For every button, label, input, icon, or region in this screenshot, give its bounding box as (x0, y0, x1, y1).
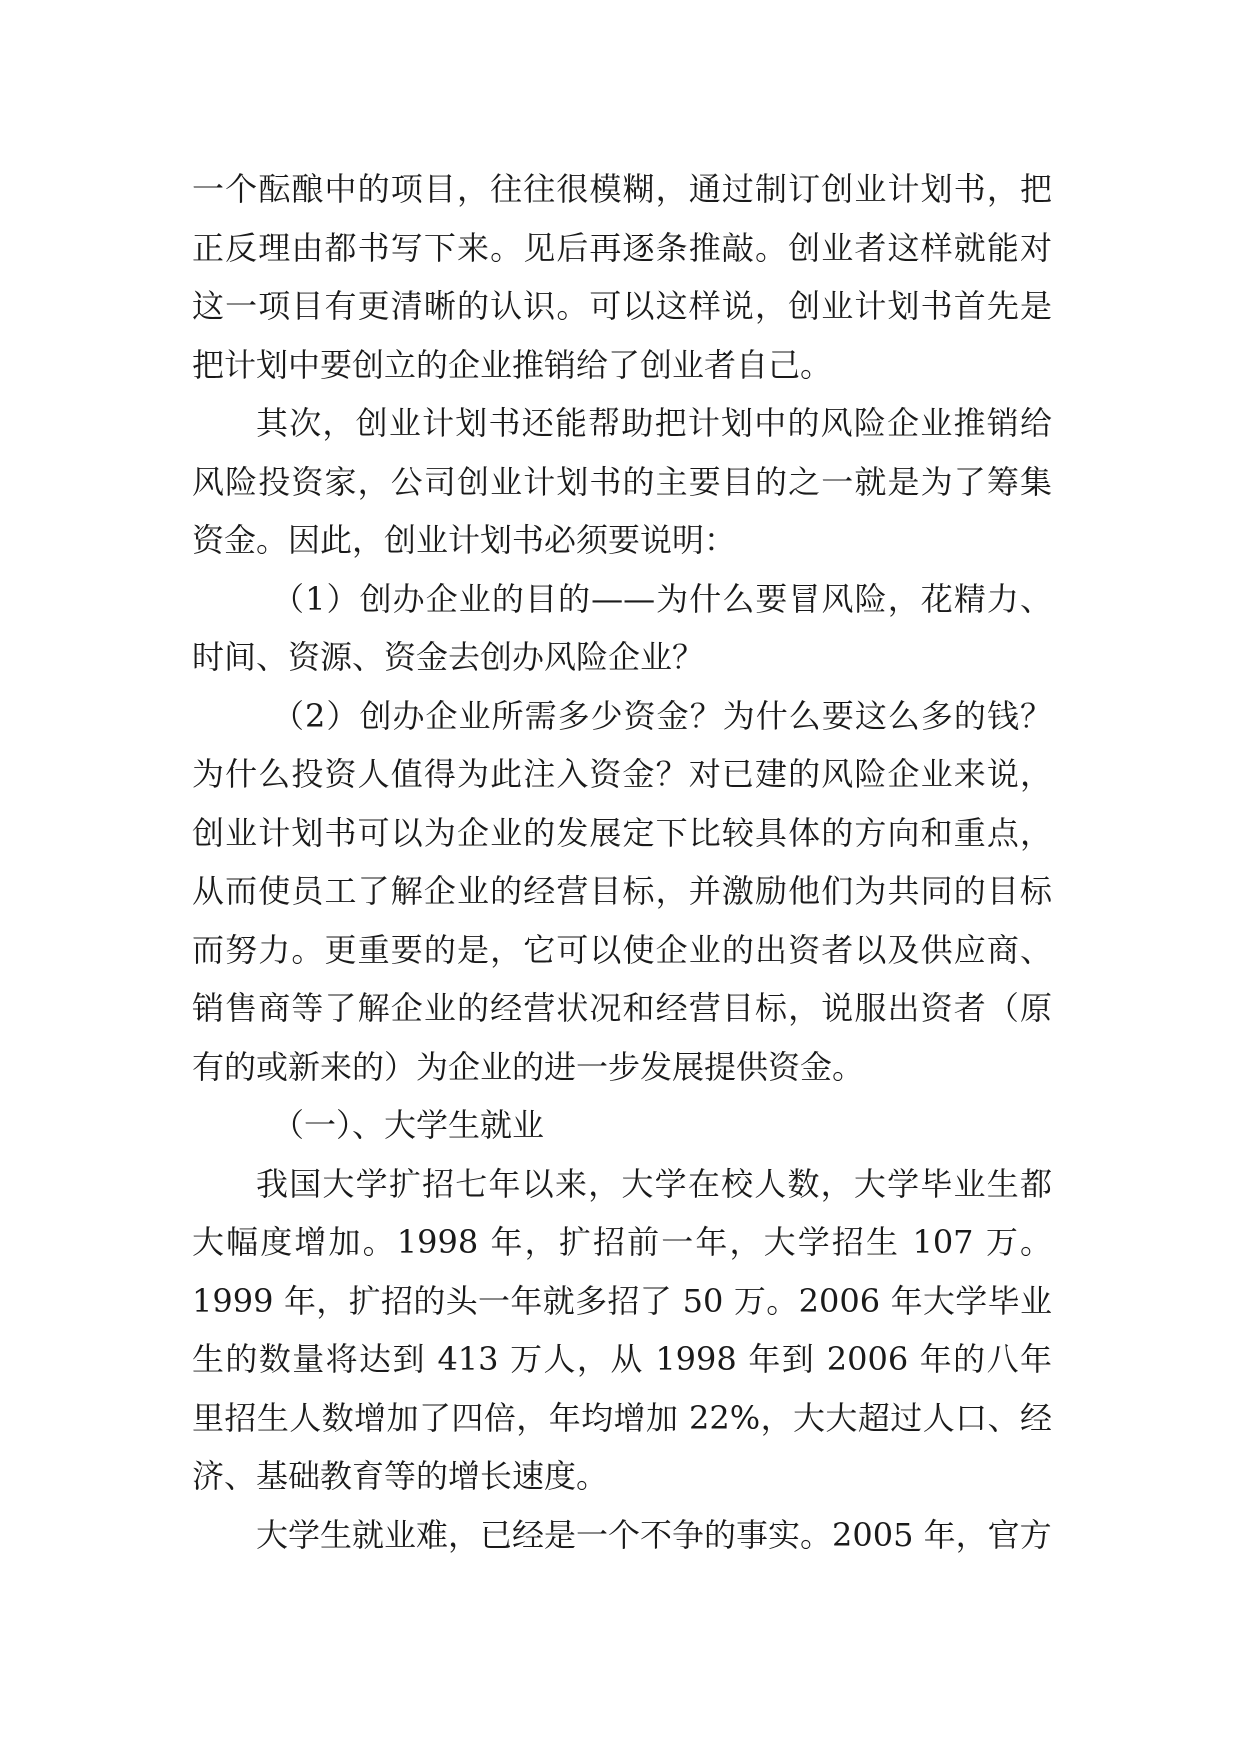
section-heading-graduate-employment: （一）、大学生就业 (272, 1106, 545, 1144)
paragraph-employment-difficulty: 大学生就业难，已经是一个不争的事实。2005 年，官方 (256, 1515, 1052, 1554)
paragraph-enrollment-expansion: 我国大学扩招七年以来，大学在校人数，大学毕业生都大幅度增加。1998 年，扩招前一年，大学招生 107 万。1999 年，扩招的头一年就多招了 50 万。2006 年大学毕业生的数量将达到 413 万人，从 1998 年到 2006 年的八年里招生人数增加了四倍，年均增加 22%，大大超过人口、经济、基础教育等的增长速度。 (192, 1164, 1052, 1495)
paragraph-project-clarity: 一个酝酿中的项目，往往很模糊，通过制订创业计划书，把正反理由都书写下来。见后再逐条推敲。创业者这样就能对这一项目有更清晰的认识。可以这样说，创业计划书首先是把计划中要创立的企业推销给了创业者自己。 (192, 170, 1052, 384)
paragraph-investor-pitch: 其次，创业计划书还能帮助把计划中的风险企业推销给风险投资家，公司创业计划书的主要目的之一就是为了筹集资金。因此，创业计划书必须要说明： (192, 404, 1052, 559)
paragraph-item-2: （2）创办企业所需多少资金？为什么要这么多的钱？为什么投资人值得为此注入资金？对已建的风险企业来说，创业计划书可以为企业的发展定下比较具体的方向和重点，从而使员工了解企业的经营目标，并激励他们为共同的目标而努力。更重要的是，它可以使企业的出资者以及供应商、销售商等了解企业的经营状况和经营目标，说服出资者（原有的或新来的）为企业的进一步发展提供资金。 (192, 696, 1052, 1086)
paragraph-item-1: （1）创办企业的目的——为什么要冒风险，花精力、时间、资源、资金去创办风险企业？ (192, 579, 1052, 676)
document-body (192, 160, 1052, 1564)
